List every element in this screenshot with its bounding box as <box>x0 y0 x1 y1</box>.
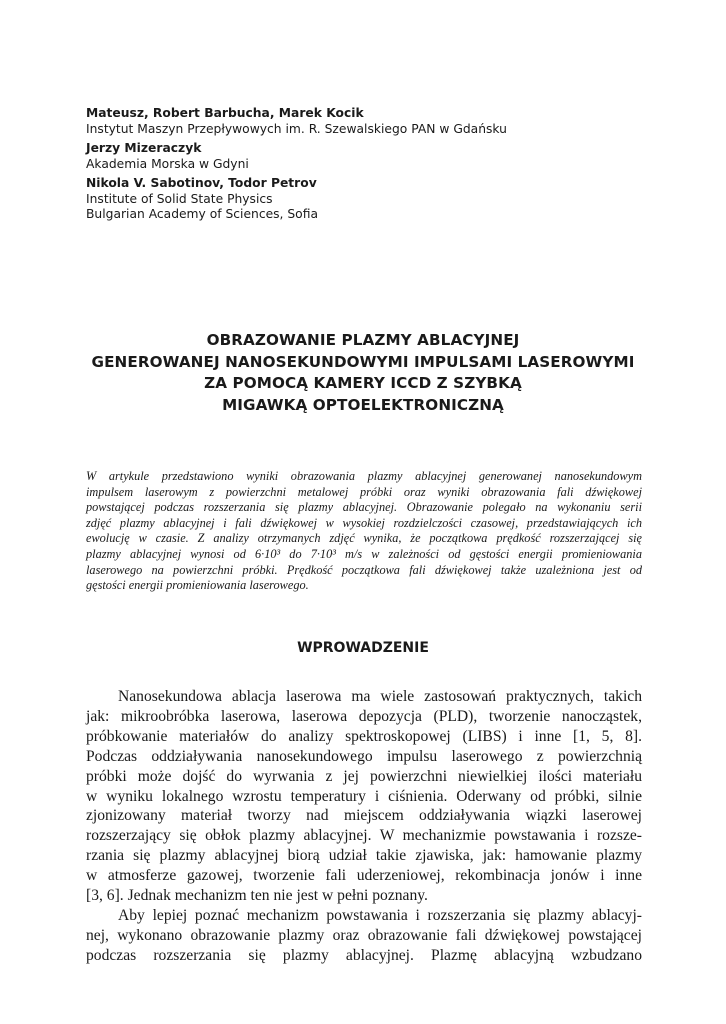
body-line: [3, 6]. Jednak mechanizm ten nie jest w pełni poznany. <box>86 887 428 905</box>
body-line: Nanosekundowa ablacja laserowa ma wiele zastosowań praktycznych, takich <box>118 688 642 705</box>
affiliation-line: Institute of Solid State Physics <box>86 191 273 206</box>
body-line: podczas rozszerzania się plazmy ablacyjnej. Plazmę ablacyjną wzbudzano <box>86 946 642 964</box>
author-group <box>86 141 646 172</box>
author-list <box>86 106 646 227</box>
abstract-line: powstającej podczas rozszerzania się plazmy ablacyjnej. Obrazowanie polegało na wykonaniu serii <box>86 500 642 515</box>
abstract <box>86 469 642 594</box>
affiliation-line: Instytut Maszyn Przepływowych im. R. Szewalskiego PAN w Gdańsku <box>86 121 507 136</box>
abstract-line: zdjęć plazmy ablacyjnej i fali dźwiękowej w wysokiej rozdzielczości czasowej, przedstawiających ich <box>86 515 642 530</box>
author-group <box>86 106 646 137</box>
body-line: rzania się plazmy ablacyjnej biorą udział takie zjawiska, jak: hamowanie plazmy <box>86 847 642 865</box>
body-line: Aby lepiej poznać mechanizm powstawania i rozszerzania się plazmy ablacyj- <box>118 906 642 924</box>
section-heading: WPROWADZENIE <box>297 640 429 656</box>
body-line: próbki może dojść do wyrwania z jej powierzchni niewielkiej ilości materiału <box>86 767 642 785</box>
body-line: w atmosferze gazowej, tworzenie fali uderzeniowej, rekombinacja jonów i inne <box>86 867 642 885</box>
abstract-line: ewolucję w czasie. Z analizy otrzymanych zdjęć wynika, że początkowa prędkość rozszerzającej się <box>86 531 642 546</box>
body-line: rozszerzający się obłok plazmy ablacyjnej. W mechanizmie powstawania i rozsze- <box>86 827 642 845</box>
body-line: jak: mikroobróbka laserowa, laserowa depozycja (PLD), tworzenie nanocząstek, <box>86 707 642 725</box>
abstract-line: plazmy ablacyjnej wynosi od 6·10³ do 7·10³ m/s w zależności od gęstości energii promieniowania <box>86 546 642 561</box>
title-line: OBRAZOWANIE PLAZMY ABLACYJNEJ <box>206 331 520 349</box>
paper-title <box>60 330 666 416</box>
body-line: w wyniku lokalnego wzrostu temperatury i ciśnienia. Oderwany od próbki, silnie <box>86 787 642 805</box>
abstract-line: W artykule przedstawiono wyniki obrazowania plazmy ablacyjnej generowanej nanosekundowym <box>86 469 642 483</box>
affiliation-line: Bulgarian Academy of Sciences, Sofia <box>86 207 318 221</box>
body-line: nej, wykonano obrazowanie plazmy oraz obrazowanie fali dźwiękowej powstającej <box>86 926 642 944</box>
author-names: Mateusz, Robert Barbucha, Marek Kocik <box>86 106 364 120</box>
title-line: MIGAWKĄ OPTOELEKTRONICZNĄ <box>222 395 504 414</box>
author-names: Nikola V. Sabotinov, Todor Petrov <box>86 176 317 190</box>
author-names: Jerzy Mizeraczyk <box>86 141 202 155</box>
abstract-line: laserowego na powierzchni próbki. Prędkość początkowa fali dźwiękowej także uzależniona jest od <box>86 562 642 577</box>
author-group <box>86 176 646 223</box>
title-line: ZA POMOCĄ KAMERY ICCD Z SZYBKĄ <box>204 374 522 392</box>
body-line: Podczas oddziaływania nanosekundowego impulsu laserowego z powierzchnią <box>86 747 642 765</box>
body-line: próbkowanie materiałów do analizy spektroskopowej (LIBS) i inne [1, 5, 8]. <box>86 727 642 745</box>
abstract-line: gęstości energii promieniowania laserowego. <box>86 578 309 593</box>
abstract-line: impulsem laserowym z powierzchni metalowej próbki oraz wyniki obrazowania fali dźwiękowej <box>86 484 642 499</box>
affiliation-line: Akademia Morska w Gdyni <box>86 156 249 171</box>
body-text <box>86 687 642 966</box>
title-line: GENEROWANEJ NANOSEKUNDOWYMI IMPULSAMI LASEROWYMI <box>91 352 635 371</box>
body-line: zjonizowany materiał tworzy nad miejscem oddziaływania wiązki laserowej <box>86 807 642 825</box>
